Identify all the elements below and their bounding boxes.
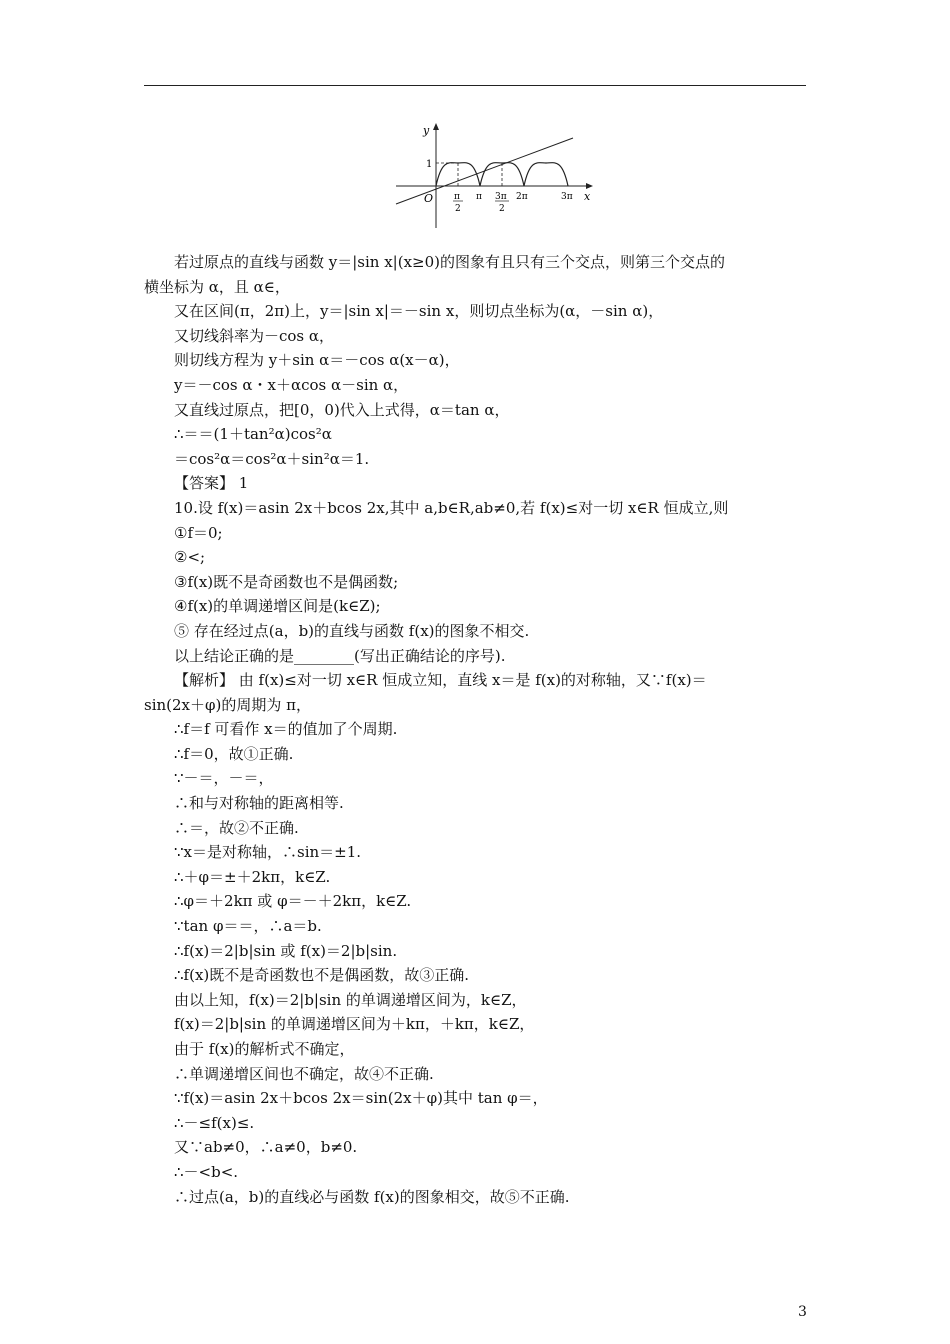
- header-rule: [144, 85, 806, 86]
- text-line: ＝cos²α＝cos²α＋sin²α＝1.: [174, 449, 370, 468]
- tick-three-pi: 3π: [561, 192, 573, 202]
- text-line: 横坐标为 α，且 α∈，: [144, 277, 290, 296]
- solution-text: [144, 250, 806, 1209]
- text-line: 又∵ab≠0，∴a≠0，b≠0.: [174, 1138, 358, 1157]
- text-line: ∴－<b<.: [174, 1162, 239, 1181]
- text-line: 若过原点的直线与函数 y＝|sin x|(x≥0)的图象有且只有三个交点，则第三个交点的: [174, 253, 726, 271]
- answer-line: 【答案】 1: [174, 474, 249, 493]
- text-line: ∴f(x)既不是奇函数也不是偶函数，故③正确.: [174, 966, 470, 985]
- text-line: sin(2x＋φ)的周期为 π，: [144, 695, 311, 714]
- text-line: ∴单调递增区间也不确定，故④不正确.: [174, 1064, 434, 1083]
- tick-pi: π: [476, 192, 482, 202]
- x-axis-arrow: [586, 183, 593, 189]
- text-line: ∴f＝f 可看作 x＝的值加了个周期.: [174, 720, 398, 739]
- text-line: 又切线斜率为－cos α，: [174, 326, 335, 345]
- text-line: ∵tan φ＝＝，∴a＝b.: [174, 917, 322, 936]
- text-line: 又直线过原点，把[0，0)代入上式得，α＝tan α，: [174, 400, 510, 419]
- sine-abs-figure: [390, 118, 600, 236]
- text-line: ∴φ＝＋2kπ 或 φ＝－＋2kπ，k∈Z.: [174, 892, 412, 911]
- option-4: ④f(x)的单调递增区间是(k∈Z);: [174, 597, 381, 616]
- page-number: 3: [798, 1304, 807, 1320]
- option-3: ③f(x)既不是奇函数也不是偶函数;: [174, 572, 399, 591]
- text-line: y＝－cos α・x＋αcos α－sin α，: [174, 375, 409, 394]
- text-line: ∵－＝，－＝，: [174, 769, 274, 788]
- text-line: ∴＝，故②不正确.: [174, 818, 299, 837]
- analysis-heading-line: 【解析】 由 f(x)≤对一切 x∈R 恒成立知，直线 x＝是 f(x)的对称轴，又∵f(x)＝: [174, 671, 707, 690]
- origin-label: O: [424, 192, 434, 205]
- tick-pi-half-num: π: [454, 192, 460, 202]
- tick-two-pi: 2π: [516, 192, 528, 202]
- y-axis-label: y: [423, 124, 430, 137]
- y-axis-arrow: [433, 123, 439, 130]
- text-line: ∴－≤f(x)≤.: [174, 1113, 255, 1132]
- tick-pi-half-den: 2: [455, 204, 461, 214]
- x-axis-label: x: [584, 190, 591, 203]
- text-line: ∵f(x)＝asin 2x＋bcos 2x＝sin(2x＋φ)其中 tan φ＝，: [174, 1089, 548, 1108]
- text-line: ∴＝＝(1＋tan²α)cos²α: [174, 425, 332, 444]
- text-line: ∵x＝是对称轴，∴sin＝±1.: [174, 843, 362, 862]
- text-line: ∴和与对称轴的距离相等.: [174, 794, 344, 813]
- option-5: ⑤ 存在经过点(a，b)的直线与函数 f(x)的图象不相交.: [174, 621, 530, 640]
- text-line: 则切线方程为 y＋sin α＝－cos α(x－α)，: [174, 351, 460, 370]
- text-line: 由于 f(x)的解析式不确定，: [174, 1040, 355, 1058]
- option-2: ②<;: [174, 548, 206, 567]
- option-1: ①f＝0;: [174, 523, 223, 542]
- tick-three-pi-half-den: 2: [499, 204, 505, 214]
- tangent-line: [396, 138, 573, 204]
- tick-three-pi-half-num: 3π: [495, 192, 507, 202]
- text-line: 又在区间(π，2π)上，y＝|sin x|＝－sin x，则切点坐标为(α，－sin α)，: [174, 302, 664, 321]
- text-line: f(x)＝2|b|sin 的单调递增区间为＋kπ，＋kπ，k∈Z，: [174, 1015, 535, 1034]
- text-line: ∴＋φ＝±＋2kπ，k∈Z.: [174, 867, 331, 886]
- text-line: 由以上知，f(x)＝2|b|sin 的单调递增区间为，k∈Z，: [174, 990, 527, 1009]
- y-tick-1: 1: [426, 159, 433, 170]
- text-line: ∴f(x)＝2|b|sin 或 f(x)＝2|b|sin.: [174, 941, 398, 960]
- text-line: ∴过点(a，b)的直线必与函数 f(x)的图象相交，故⑤不正确.: [174, 1187, 570, 1206]
- blank-prompt: 以上结论正确的是________(写出正确结论的序号).: [174, 646, 506, 665]
- text-line: ∴f＝0，故①正确.: [174, 744, 294, 763]
- question-line: 10.设 f(x)＝asin 2x＋bcos 2x,其中 a,b∈R,ab≠0,若 f(x)≤对一切 x∈R 恒成立,则: [174, 498, 729, 517]
